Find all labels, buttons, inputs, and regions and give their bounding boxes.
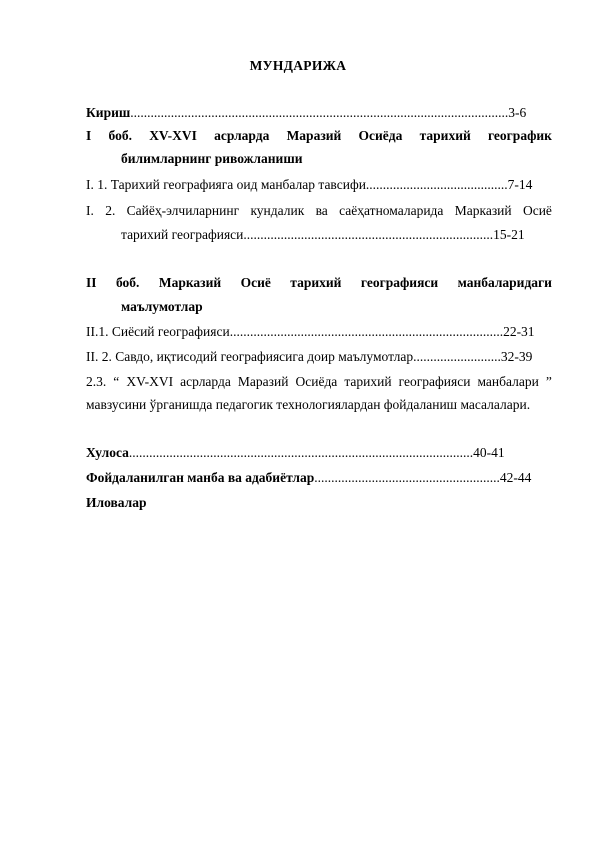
toc-entry-conclusion [86, 445, 552, 461]
toc-word: асрларда [180, 374, 231, 389]
toc-leader: ................................................................................. [229, 324, 504, 339]
toc-entry-1-2 [86, 203, 552, 219]
toc-word: географияси [360, 275, 439, 290]
toc-entry-2-3 [86, 374, 552, 390]
toc-word: 2.3. [86, 374, 107, 389]
toc-word: Осиё [522, 203, 552, 218]
toc-pages: 3-6 [508, 105, 527, 120]
toc-pages: 40-41 [473, 445, 505, 460]
toc-word: географияси [398, 374, 471, 389]
toc-label: тарихий географияси [121, 227, 244, 242]
toc-word: I. [86, 203, 94, 218]
toc-entry-2-2 [86, 349, 552, 365]
toc-word: манбалари [477, 374, 539, 389]
toc-word: Маразий [286, 128, 342, 143]
toc-word: асрларда [214, 128, 270, 143]
toc-word: “ [113, 374, 120, 389]
toc-word: Сайёҳ-элчиларнинг [126, 203, 240, 218]
toc-pages: 7-14 [507, 177, 533, 192]
toc-word: 2. [105, 203, 116, 218]
toc-label: I. 1. Тарихий географияга оид манбалар тавсифи [86, 177, 366, 192]
toc-word: Осиё [240, 275, 271, 290]
toc-entry-references [86, 470, 552, 486]
toc-pages: 32-39 [500, 349, 533, 364]
toc-leader: .......................................... [365, 177, 508, 192]
toc-word: XV-XVI [126, 374, 174, 389]
toc-leader: ...................................................................................................... [128, 445, 474, 460]
toc-word: географик [487, 128, 552, 143]
toc-chapter-2-heading [86, 275, 552, 291]
toc-word: Марказий [454, 203, 512, 218]
toc-entry-2-3-cont: мавзусини ўрганишда педагогик технологиялардан фойдаланиш масалалари. [86, 397, 531, 412]
toc-word: тарихий [290, 275, 342, 290]
toc-word: II [86, 275, 97, 290]
toc-word: I [86, 128, 92, 143]
toc-word: тарихий [344, 374, 392, 389]
toc-pages: 22-31 [503, 324, 535, 339]
toc-chapter-1-heading [86, 128, 552, 144]
toc-word: кундалик [250, 203, 305, 218]
toc-entry-intro [86, 105, 552, 121]
toc-word: Осиёда [358, 128, 403, 143]
toc-word: тарихий [419, 128, 471, 143]
toc-word: манбаларидаги [457, 275, 552, 290]
toc-word: боб. [115, 275, 140, 290]
toc-word: Осиёда [295, 374, 338, 389]
toc-word: ” [545, 374, 552, 389]
toc-chapter-2-heading-cont: маълумотлар [121, 299, 203, 314]
toc-word: Маразий [237, 374, 289, 389]
toc-entry-1-1 [86, 177, 552, 193]
toc-word: саёҳатномаларида [339, 203, 444, 218]
toc-leader: .......................................................................... [243, 227, 494, 242]
toc-word: боб. [108, 128, 132, 143]
toc-leader: ....................................................... [314, 470, 500, 485]
toc-pages: 15-21 [493, 227, 525, 242]
toc-label: Фойдаланилган манба ва адабиётлар [86, 470, 315, 485]
toc-label: II. 2. Савдо, иқтисодий географиясига доир маълумотлар [86, 349, 414, 364]
toc-entry-1-2-cont [121, 227, 552, 243]
toc-leader: ................................................................................................................ [130, 105, 509, 120]
toc-entry-2-1 [86, 324, 552, 340]
toc-pages: 42-44 [499, 470, 532, 485]
toc-chapter-1-heading-cont: билимларнинг ривожланиши [121, 151, 303, 166]
page-title: МУНДАРИЖА [249, 58, 347, 73]
toc-word: Марказий [158, 275, 222, 290]
toc-word: ва [315, 203, 328, 218]
toc-label: Кириш [86, 105, 131, 120]
toc-label: Хулоса [86, 445, 129, 460]
toc-label: II.1. Сиёсий географияси [86, 324, 230, 339]
toc-leader: .......................... [413, 349, 501, 364]
toc-entry-appendix: Иловалар [86, 495, 147, 510]
toc-word: XV-XVI [149, 128, 197, 143]
